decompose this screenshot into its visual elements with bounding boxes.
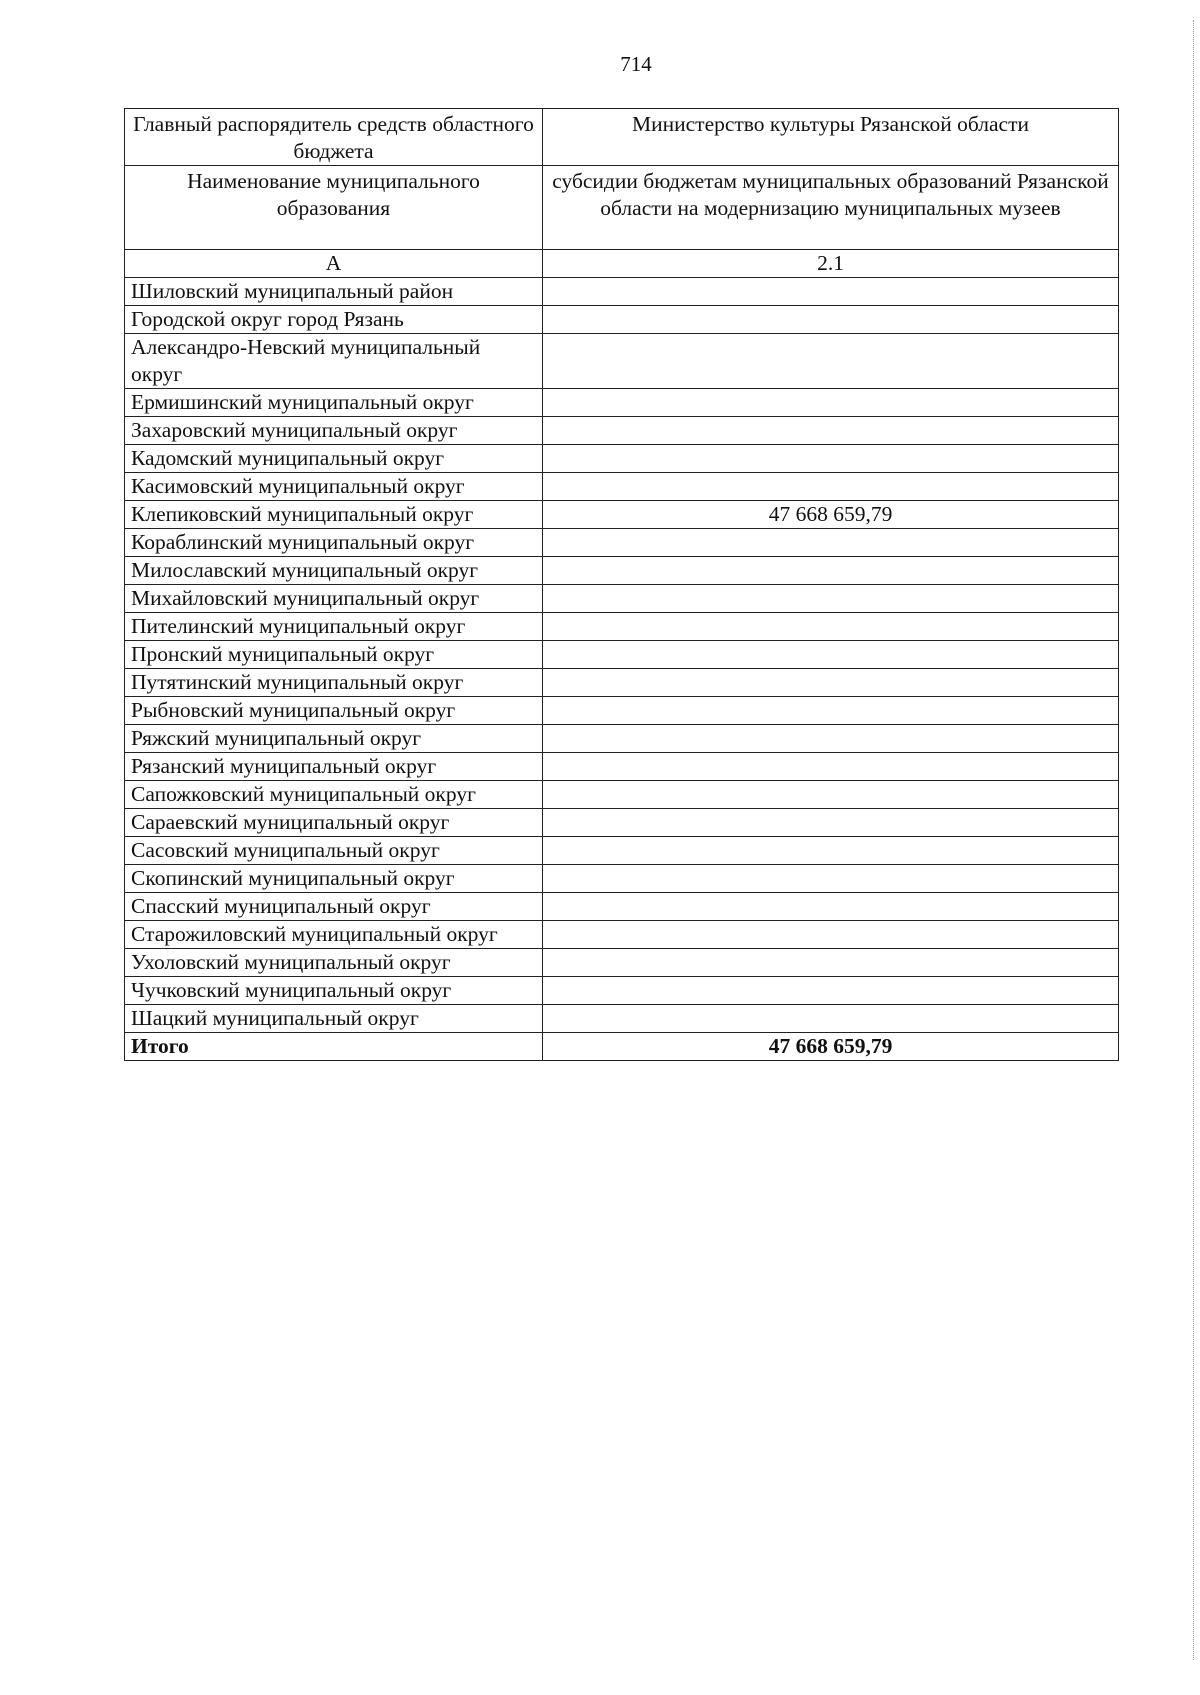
municipality-name-cell: Сасовский муниципальный округ — [125, 837, 543, 865]
total-label-cell: Итого — [125, 1033, 543, 1061]
municipality-name-cell: Путятинский муниципальный округ — [125, 669, 543, 697]
table-row — [125, 1005, 1119, 1033]
subsidy-amount-cell — [543, 613, 1119, 641]
header-row-codes — [125, 250, 1119, 278]
table-row — [125, 613, 1119, 641]
table-row — [125, 865, 1119, 893]
total-row — [125, 1033, 1119, 1061]
municipality-name-cell: Михайловский муниципальный округ — [125, 585, 543, 613]
scan-edge-artifact — [1191, 20, 1194, 1660]
municipality-name-cell: Старожиловский муниципальный округ — [125, 921, 543, 949]
municipality-name-cell: Шацкий муниципальный округ — [125, 1005, 543, 1033]
municipality-name-cell: Чучковский муниципальный округ — [125, 977, 543, 1005]
table-row — [125, 949, 1119, 977]
municipality-name-cell: Сапожковский муниципальный округ — [125, 781, 543, 809]
table-row — [125, 278, 1119, 306]
municipality-name-cell: Городской округ город Рязань — [125, 306, 543, 334]
municipality-name-cell: Александро-Невский муниципальный округ — [125, 334, 543, 389]
table-row — [125, 473, 1119, 501]
header-row-municipality — [125, 166, 1119, 250]
municipality-name-cell: Захаровский муниципальный округ — [125, 417, 543, 445]
table-row — [125, 529, 1119, 557]
municipality-name-cell: Кораблинский муниципальный округ — [125, 529, 543, 557]
header-cell-administrator-value: Министерство культуры Рязанской области — [543, 109, 1119, 166]
table-row — [125, 725, 1119, 753]
subsidy-amount-cell — [543, 865, 1119, 893]
total-amount-cell: 47 668 659,79 — [543, 1033, 1119, 1061]
table-row — [125, 389, 1119, 417]
municipality-name-cell: Шиловский муниципальный район — [125, 278, 543, 306]
header-row-administrator — [125, 109, 1119, 166]
subsidy-amount-cell — [543, 529, 1119, 557]
page-number: 714 — [620, 52, 652, 76]
subsidy-amount-cell — [543, 306, 1119, 334]
municipality-name-cell: Кадомский муниципальный округ — [125, 445, 543, 473]
municipality-name-cell: Спасский муниципальный округ — [125, 893, 543, 921]
table-row — [125, 641, 1119, 669]
table-row — [125, 445, 1119, 473]
table-row — [125, 921, 1119, 949]
header-cell-code-a: А — [125, 250, 543, 278]
subsidy-amount-cell — [543, 557, 1119, 585]
subsidy-amount-cell — [543, 949, 1119, 977]
municipality-name-cell: Касимовский муниципальный округ — [125, 473, 543, 501]
table-row — [125, 781, 1119, 809]
municipality-name-cell: Клепиковский муниципальный округ — [125, 501, 543, 529]
subsidy-amount-cell: 47 668 659,79 — [543, 501, 1119, 529]
municipality-name-cell: Пителинский муниципальный округ — [125, 613, 543, 641]
municipality-name-cell: Рыбновский муниципальный округ — [125, 697, 543, 725]
subsidy-amount-cell — [543, 641, 1119, 669]
header-cell-subsidy-purpose: субсидии бюджетам муниципальных образований Рязанской области на модернизацию муниципальных музеев — [543, 166, 1119, 250]
subsidy-amount-cell — [543, 585, 1119, 613]
municipality-name-cell: Ермишинский муниципальный округ — [125, 389, 543, 417]
table-row — [125, 893, 1119, 921]
subsidy-amount-cell — [543, 334, 1119, 389]
table-row — [125, 334, 1119, 389]
subsidy-amount-cell — [543, 837, 1119, 865]
table-row — [125, 669, 1119, 697]
subsidy-amount-cell — [543, 669, 1119, 697]
subsidy-amount-cell — [543, 445, 1119, 473]
subsidy-amount-cell — [543, 697, 1119, 725]
subsidy-amount-cell — [543, 389, 1119, 417]
table-row — [125, 585, 1119, 613]
subsidy-amount-cell — [543, 809, 1119, 837]
municipality-name-cell: Рязанский муниципальный округ — [125, 753, 543, 781]
header-cell-administrator-label: Главный распорядитель средств областного бюджета — [125, 109, 543, 166]
table-row — [125, 837, 1119, 865]
municipality-name-cell: Ухоловский муниципальный округ — [125, 949, 543, 977]
table-row — [125, 306, 1119, 334]
table-row — [125, 753, 1119, 781]
subsidy-amount-cell — [543, 921, 1119, 949]
table-row — [125, 697, 1119, 725]
subsidy-amount-cell — [543, 473, 1119, 501]
subsidy-amount-cell — [543, 753, 1119, 781]
table-row — [125, 557, 1119, 585]
subsidy-amount-cell — [543, 781, 1119, 809]
subsidy-table — [124, 108, 1119, 1061]
subsidy-amount-cell — [543, 725, 1119, 753]
header-cell-municipality-label: Наименование муниципального образования — [125, 166, 543, 250]
subsidy-amount-cell — [543, 417, 1119, 445]
subsidy-amount-cell — [543, 1005, 1119, 1033]
municipality-name-cell: Сараевский муниципальный округ — [125, 809, 543, 837]
subsidy-amount-cell — [543, 893, 1119, 921]
table-row — [125, 501, 1119, 529]
table-row — [125, 417, 1119, 445]
subsidy-amount-cell — [543, 278, 1119, 306]
municipality-name-cell: Пронский муниципальный округ — [125, 641, 543, 669]
municipality-name-cell: Милославский муниципальный округ — [125, 557, 543, 585]
municipality-name-cell: Скопинский муниципальный округ — [125, 865, 543, 893]
header-cell-code-2-1: 2.1 — [543, 250, 1119, 278]
municipality-name-cell: Ряжский муниципальный округ — [125, 725, 543, 753]
table-row — [125, 977, 1119, 1005]
subsidy-amount-cell — [543, 977, 1119, 1005]
table-row — [125, 809, 1119, 837]
